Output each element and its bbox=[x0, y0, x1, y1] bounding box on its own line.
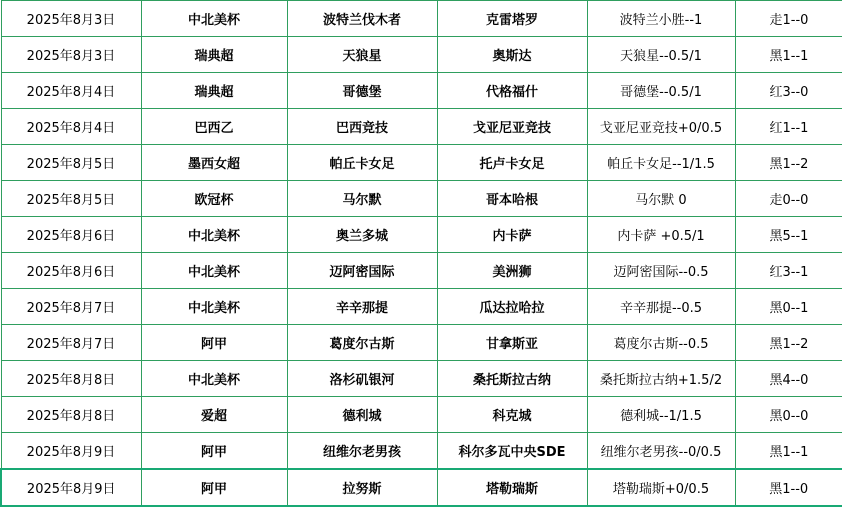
cell-away[interactable]: 科尔多瓦中央SDE bbox=[437, 433, 587, 470]
cell-result[interactable]: 红3--1 bbox=[735, 253, 842, 289]
cell-result[interactable]: 红3--0 bbox=[735, 73, 842, 109]
cell-result[interactable]: 黑1--2 bbox=[735, 325, 842, 361]
table-row[interactable] bbox=[1, 217, 842, 253]
cell-home[interactable]: 哥德堡 bbox=[287, 73, 437, 109]
cell-result[interactable]: 黑4--0 bbox=[735, 361, 842, 397]
table-row[interactable] bbox=[1, 145, 842, 181]
table-row[interactable] bbox=[1, 109, 842, 145]
cell-date[interactable]: 2025年8月5日 bbox=[1, 181, 141, 217]
cell-home[interactable]: 拉努斯 bbox=[287, 469, 437, 506]
cell-date[interactable]: 2025年8月4日 bbox=[1, 109, 141, 145]
cell-league[interactable]: 阿甲 bbox=[141, 433, 287, 470]
cell-result[interactable]: 黑5--1 bbox=[735, 217, 842, 253]
cell-away[interactable]: 桑托斯拉古纳 bbox=[437, 361, 587, 397]
cell-home[interactable]: 巴西竞技 bbox=[287, 109, 437, 145]
cell-away[interactable]: 科克城 bbox=[437, 397, 587, 433]
table-row[interactable] bbox=[1, 289, 842, 325]
cell-league[interactable]: 中北美杯 bbox=[141, 289, 287, 325]
table-row[interactable] bbox=[1, 361, 842, 397]
cell-date[interactable]: 2025年8月3日 bbox=[1, 1, 141, 37]
cell-away[interactable]: 克雷塔罗 bbox=[437, 1, 587, 37]
cell-away[interactable]: 代格福什 bbox=[437, 73, 587, 109]
cell-handicap[interactable]: 戈亚尼亚竞技+0/0.5 bbox=[587, 109, 735, 145]
cell-league[interactable]: 墨西女超 bbox=[141, 145, 287, 181]
cell-away[interactable]: 塔勒瑞斯 bbox=[437, 469, 587, 506]
cell-league[interactable]: 瑞典超 bbox=[141, 73, 287, 109]
cell-home[interactable]: 帕丘卡女足 bbox=[287, 145, 437, 181]
cell-date[interactable]: 2025年8月4日 bbox=[1, 73, 141, 109]
table-body bbox=[1, 1, 842, 507]
cell-home[interactable]: 迈阿密国际 bbox=[287, 253, 437, 289]
table-row[interactable] bbox=[1, 73, 842, 109]
cell-away[interactable]: 美洲狮 bbox=[437, 253, 587, 289]
cell-date[interactable]: 2025年8月9日 bbox=[1, 433, 141, 470]
cell-handicap[interactable]: 桑托斯拉古纳+1.5/2 bbox=[587, 361, 735, 397]
table-row[interactable] bbox=[1, 325, 842, 361]
cell-league[interactable]: 中北美杯 bbox=[141, 217, 287, 253]
cell-home[interactable]: 马尔默 bbox=[287, 181, 437, 217]
cell-handicap[interactable]: 德利城--1/1.5 bbox=[587, 397, 735, 433]
cell-league[interactable]: 阿甲 bbox=[141, 469, 287, 506]
cell-result[interactable]: 黑1--2 bbox=[735, 145, 842, 181]
cell-league[interactable]: 爱超 bbox=[141, 397, 287, 433]
cell-handicap[interactable]: 哥德堡--0.5/1 bbox=[587, 73, 735, 109]
cell-date[interactable]: 2025年8月9日 bbox=[1, 469, 141, 506]
cell-handicap[interactable]: 马尔默 0 bbox=[587, 181, 735, 217]
cell-handicap[interactable]: 塔勒瑞斯+0/0.5 bbox=[587, 469, 735, 506]
cell-away[interactable]: 哥本哈根 bbox=[437, 181, 587, 217]
cell-home[interactable]: 葛度尔古斯 bbox=[287, 325, 437, 361]
cell-home[interactable]: 天狼星 bbox=[287, 37, 437, 73]
cell-league[interactable]: 阿甲 bbox=[141, 325, 287, 361]
cell-away[interactable]: 戈亚尼亚竞技 bbox=[437, 109, 587, 145]
cell-league[interactable]: 瑞典超 bbox=[141, 37, 287, 73]
cell-league[interactable]: 巴西乙 bbox=[141, 109, 287, 145]
table-row[interactable] bbox=[1, 469, 842, 506]
cell-league[interactable]: 中北美杯 bbox=[141, 361, 287, 397]
cell-home[interactable]: 波特兰伐木者 bbox=[287, 1, 437, 37]
cell-result[interactable]: 黑1--1 bbox=[735, 37, 842, 73]
table-row[interactable] bbox=[1, 181, 842, 217]
cell-home[interactable]: 纽维尔老男孩 bbox=[287, 433, 437, 470]
table-row[interactable] bbox=[1, 37, 842, 73]
cell-result[interactable]: 黑0--0 bbox=[735, 397, 842, 433]
cell-handicap[interactable]: 葛度尔古斯--0.5 bbox=[587, 325, 735, 361]
cell-league[interactable]: 中北美杯 bbox=[141, 253, 287, 289]
cell-away[interactable]: 内卡萨 bbox=[437, 217, 587, 253]
cell-home[interactable]: 奥兰多城 bbox=[287, 217, 437, 253]
cell-date[interactable]: 2025年8月3日 bbox=[1, 37, 141, 73]
cell-date[interactable]: 2025年8月7日 bbox=[1, 325, 141, 361]
cell-handicap[interactable]: 辛辛那提--0.5 bbox=[587, 289, 735, 325]
cell-handicap[interactable]: 帕丘卡女足--1/1.5 bbox=[587, 145, 735, 181]
cell-home[interactable]: 辛辛那提 bbox=[287, 289, 437, 325]
cell-result[interactable]: 走1--0 bbox=[735, 1, 842, 37]
cell-date[interactable]: 2025年8月6日 bbox=[1, 217, 141, 253]
cell-date[interactable]: 2025年8月5日 bbox=[1, 145, 141, 181]
cell-home[interactable]: 德利城 bbox=[287, 397, 437, 433]
cell-home[interactable]: 洛杉矶银河 bbox=[287, 361, 437, 397]
cell-league[interactable]: 欧冠杯 bbox=[141, 181, 287, 217]
table-row[interactable] bbox=[1, 433, 842, 470]
cell-result[interactable]: 黑1--0 bbox=[735, 469, 842, 506]
cell-handicap[interactable]: 迈阿密国际--0.5 bbox=[587, 253, 735, 289]
cell-handicap[interactable]: 纽维尔老男孩--0/0.5 bbox=[587, 433, 735, 470]
cell-date[interactable]: 2025年8月8日 bbox=[1, 397, 141, 433]
table-row[interactable] bbox=[1, 397, 842, 433]
cell-league[interactable]: 中北美杯 bbox=[141, 1, 287, 37]
table-row[interactable] bbox=[1, 253, 842, 289]
cell-date[interactable]: 2025年8月7日 bbox=[1, 289, 141, 325]
cell-away[interactable]: 托卢卡女足 bbox=[437, 145, 587, 181]
cell-away[interactable]: 甘拿斯亚 bbox=[437, 325, 587, 361]
cell-result[interactable]: 黑0--1 bbox=[735, 289, 842, 325]
cell-result[interactable]: 红1--1 bbox=[735, 109, 842, 145]
cell-away[interactable]: 瓜达拉哈拉 bbox=[437, 289, 587, 325]
cell-result[interactable]: 黑1--1 bbox=[735, 433, 842, 470]
cell-result[interactable]: 走0--0 bbox=[735, 181, 842, 217]
table-row[interactable] bbox=[1, 1, 842, 37]
cell-date[interactable]: 2025年8月6日 bbox=[1, 253, 141, 289]
cell-handicap[interactable]: 内卡萨 +0.5/1 bbox=[587, 217, 735, 253]
cell-date[interactable]: 2025年8月8日 bbox=[1, 361, 141, 397]
cell-handicap[interactable]: 天狼星--0.5/1 bbox=[587, 37, 735, 73]
cell-away[interactable]: 奥斯达 bbox=[437, 37, 587, 73]
cell-handicap[interactable]: 波特兰小胜--1 bbox=[587, 1, 735, 37]
